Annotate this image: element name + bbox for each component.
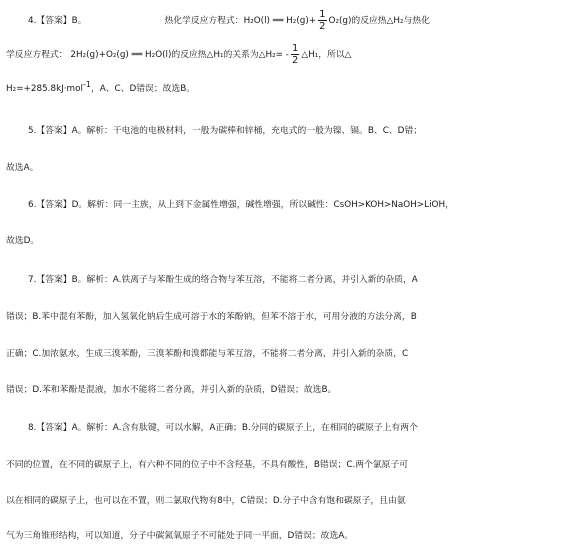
q4-head: 4.【答案】B。 xyxy=(28,16,87,26)
q4-line-3 xyxy=(0,80,586,98)
q4-line2-fraction: $\frac{1}{2}$ xyxy=(291,43,299,66)
q8-line-3: 以在相同的碳原子上，也可以在不置，则二氯取代物有8中，C错误；D.分子中含有饱和碳原子，且由氨 xyxy=(6,496,406,506)
q4-line-2 xyxy=(0,43,586,66)
q7-line-4: 错误；D.苯和苯酚是混液，加水不能将二者分离，并引入新的杂质，D错误；故选B。 xyxy=(6,385,337,395)
q4-line3-sup: -1 xyxy=(82,80,91,90)
q8-line-1: 8.【答案】A。解析：A.含有肽键，可以水解，A正确；B.分同的碳原子上，在相同的碳原子上有两个 xyxy=(28,423,418,433)
q6-line-1: 6.【答案】D。解析：同一主族，从上到下金属性增强，碱性增强，所以碱性：CsOH>KOH>NaOH>LiOH， xyxy=(28,200,454,210)
q8-line-4: 气为三角锥形结构，可以知道，分子中碳氮氧原子不可能处于同一平面，D错误；故选A。 xyxy=(6,531,354,541)
q4-eq1-rhs-a: H₂(g)+ xyxy=(286,16,317,26)
q4-line2-eq: 2H₂(g)+O₂(g) xyxy=(70,50,129,60)
q7-line-1: 7.【答案】B。解析：A.铁离子与苯酚生成的络合物与苯互溶，不能将二者分离，并引入新的杂质，A xyxy=(28,275,418,285)
q4-eq1-lhs: H₂O(l) xyxy=(243,16,270,26)
q4-line2-a: 学反应方程式： xyxy=(6,50,68,60)
q4-line-1 xyxy=(0,9,586,32)
q4-line3-a: H₂=+285.8kJ·mol xyxy=(6,84,83,94)
q4-eq1-rhs-b: O₂(g)的反应热△H₂与热化 xyxy=(328,16,430,26)
q5-line-1: 5.【答案】A。解析：干电池的电极材料，一般为碳棒和锌桶，充电式的一般为镍、镉。B、C、D错； xyxy=(28,126,423,136)
q4-eq1-arrow: ══ xyxy=(272,16,284,26)
q6-line-2: 故选D。 xyxy=(6,236,40,246)
q7-line-2: 错误；B.苯中混有苯酚，加入氢氧化钠后生成可溶于水的苯酚钠，但苯不溶于水，可用分液的方法分离，B xyxy=(6,312,417,322)
q4-line2-arrow: ══ xyxy=(131,50,143,60)
q4-line2-b: H₂O(l)的反应热△H₁的关系为△H₂= - xyxy=(145,50,289,60)
q4-eq1-label: 热化学反应方程式： xyxy=(164,16,244,26)
q8-line-2: 不同的位置，在不同的碳原子上，有六种不同的位子中不含羟基，不具有酸性，B错误；C.两个氯原子可 xyxy=(6,460,409,470)
q4-line3-b: ，A、C、D错误；故选B。 xyxy=(90,84,196,94)
q4-eq1-fraction: $\frac{1}{2}$ xyxy=(319,9,326,32)
q5-line-2: 故选A。 xyxy=(6,163,39,173)
q4-line2-c: △H₁，所以△ xyxy=(301,50,352,60)
q7-line-3: 正确；C.加浓氨水，生成三溴苯酚，三溴苯酚和溴都能与苯互溶，不能将二者分离，并引入新的杂质，C xyxy=(6,349,409,359)
